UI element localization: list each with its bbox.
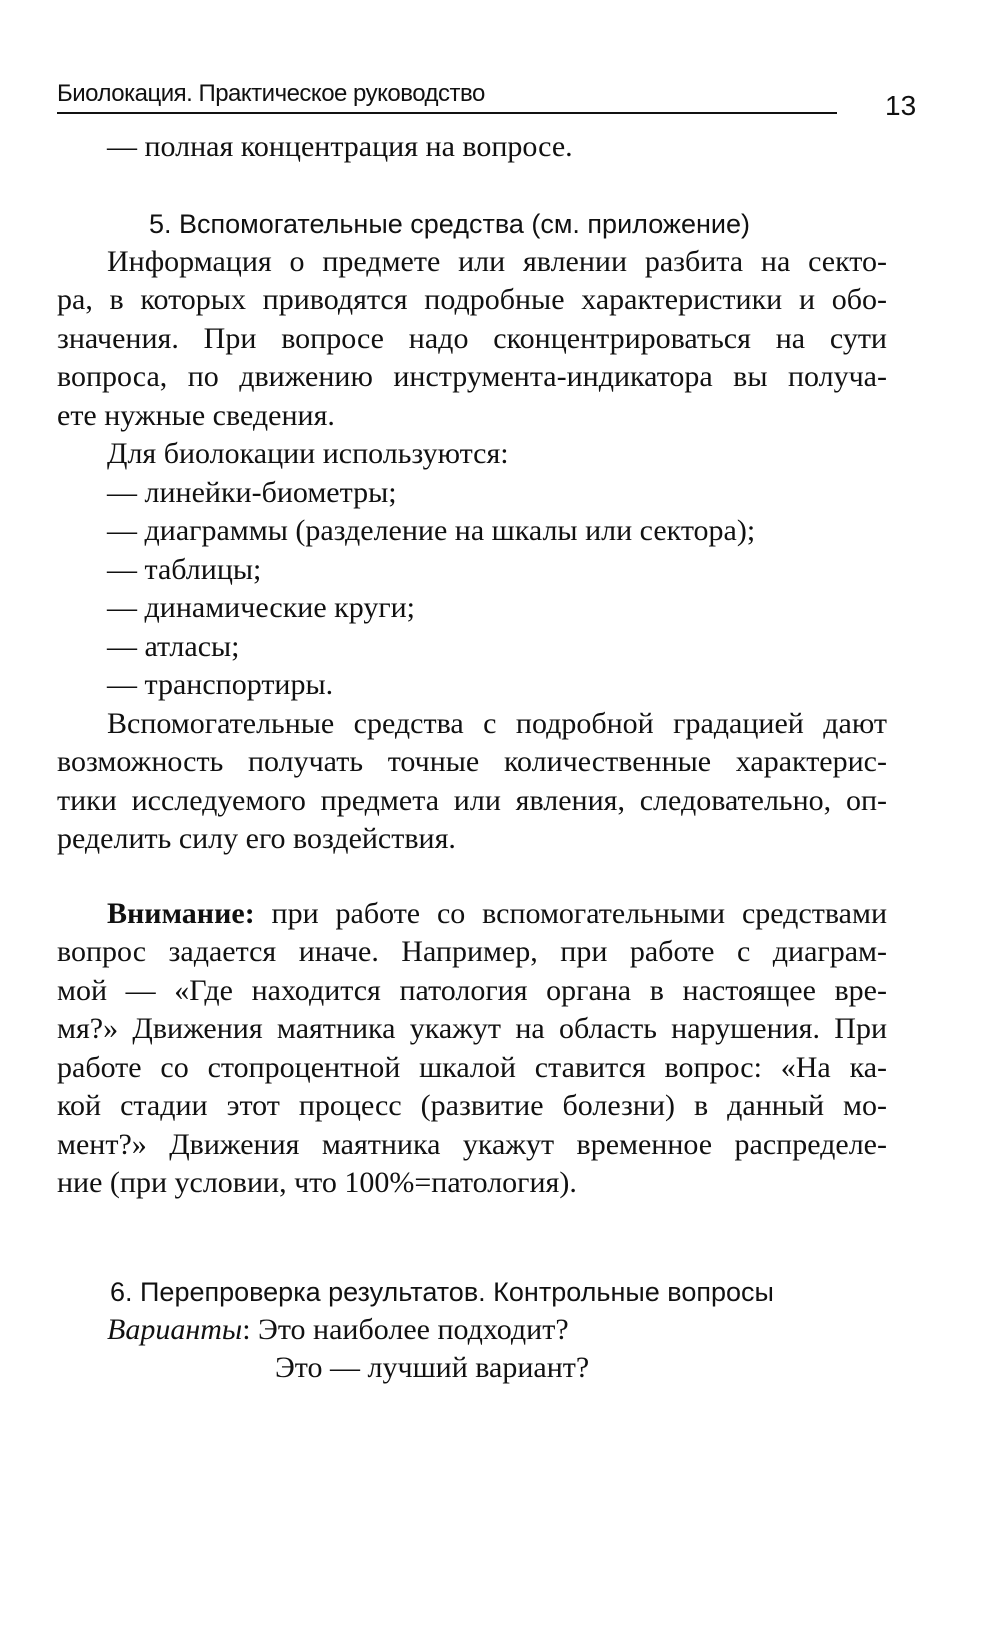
paragraph-line: значения. При вопросе надо сконцентрироваться на сути xyxy=(57,321,887,355)
page-body xyxy=(57,128,887,1388)
paragraph-line: вопроса, по движению инструмента-индикатора вы получа- xyxy=(57,360,887,393)
list-item: — динамические круги; xyxy=(107,591,416,624)
header-rule xyxy=(57,112,837,114)
attention-note xyxy=(57,895,887,1203)
attention-text: при работе со вспомогательными средствами xyxy=(271,896,887,930)
section-6-heading: 6. Перепроверка результатов. Контрольные вопросы xyxy=(110,1276,774,1307)
attention-label: Внимание: xyxy=(107,896,255,930)
paragraph-line: кой стадии этот процесс (развитие болезни) в данный мо- xyxy=(57,1089,887,1122)
variant-1 xyxy=(57,1311,887,1350)
section-5-paragraph-2 xyxy=(57,705,887,859)
paragraph-line: ние (при условии, что 100%=патология). xyxy=(57,1166,577,1199)
variants-label: Варианты xyxy=(107,1312,243,1346)
list-item: — атласы; xyxy=(107,629,240,663)
paragraph-line: ра, в которых приводятся подробные характеристики и обо- xyxy=(57,283,887,316)
list-item: — таблицы; xyxy=(107,552,262,586)
page-header xyxy=(57,80,857,108)
variant-1-text: : Это наиболее подходит? xyxy=(242,1312,569,1346)
list-item: — диаграммы (разделение на шкалы или сектора); xyxy=(107,514,756,547)
page-number: 13 xyxy=(885,90,917,121)
variant-2: Это — лучший вариант? xyxy=(275,1351,590,1384)
list-intro: Для биолокации используются: xyxy=(107,437,509,470)
top-line: — полная концентрация на вопросе. xyxy=(107,130,573,163)
paragraph-line: тики исследуемого предмета или явления, следовательно, оп- xyxy=(57,783,887,817)
section-5-paragraph-1 xyxy=(57,243,887,436)
paragraph-line: возможность получать точные количественные характерис- xyxy=(57,745,887,778)
paragraph-line: Вспомогательные средства с подробной градацией дают xyxy=(107,706,887,740)
paragraph-line: мя?» Движения маятника укажут на область нарушения. При xyxy=(57,1012,887,1045)
attention-first-line xyxy=(57,895,887,934)
section-5-heading: 5. Вспомогательные средства (см. приложение) xyxy=(149,208,751,239)
paragraph-line: ределить силу его воздействия. xyxy=(57,822,456,855)
list-item: — транспортиры. xyxy=(107,668,334,701)
paragraph-line: Информация о предмете или явлении разбита на секто- xyxy=(107,244,887,278)
paragraph-line: вопрос задается иначе. Например, при работе с диаграм- xyxy=(57,935,887,968)
paragraph-line: работе со стопроцентной шкалой ставится вопрос: «На ка- xyxy=(57,1050,887,1084)
tools-list xyxy=(57,474,887,705)
paragraph-line: мент?» Движения маятника укажут временное распределе- xyxy=(57,1127,887,1161)
paragraph-line: ете нужные сведения. xyxy=(57,398,335,432)
paragraph-line: мой — «Где находится патология органа в настоящее вре- xyxy=(57,973,887,1007)
list-item: — линейки-биометры; xyxy=(107,475,397,509)
running-title: Биолокация. Практическое руководство xyxy=(57,80,485,107)
